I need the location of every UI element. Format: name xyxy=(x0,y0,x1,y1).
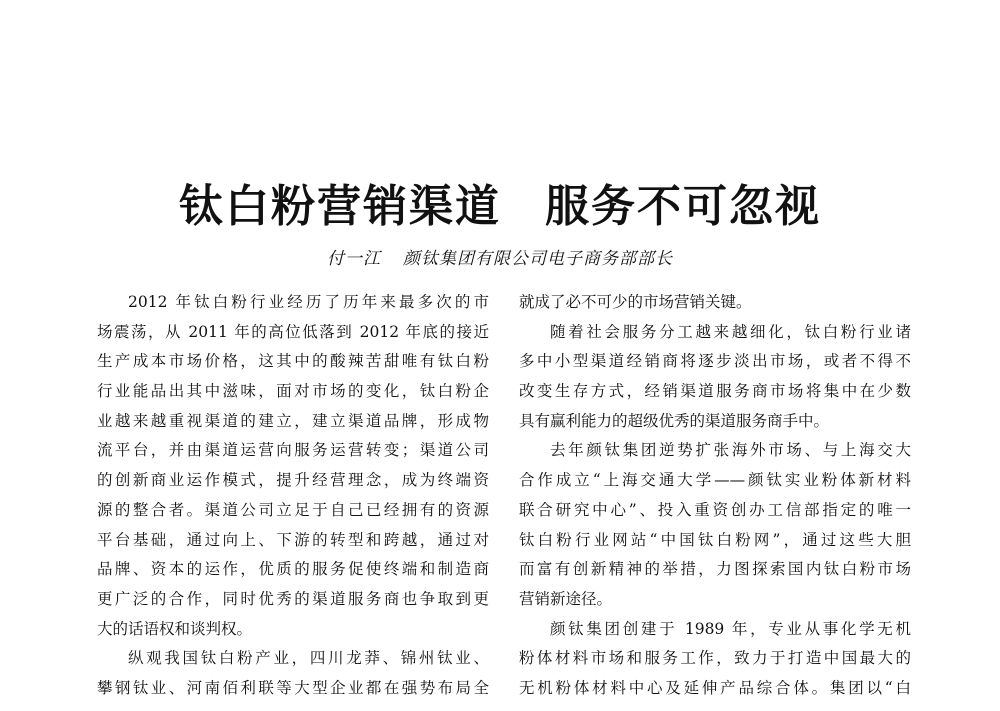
left-column xyxy=(97,288,489,704)
paragraph-line: 营销新途径。 xyxy=(519,589,613,608)
paragraph-line: 随着社会服务分工越来越细化，钛白粉行业诸 xyxy=(550,322,911,341)
title-part-1: 钛白粉营销渠道 xyxy=(179,181,501,232)
paragraph-line: 改变生存方式，经销渠道服务商市场将集中在少数 xyxy=(519,382,911,401)
paragraph-line: 更广泛的合作，同时优秀的渠道服务商也争取到更 xyxy=(97,589,489,608)
paragraph-line: 而富有创新精神的举措，力图探索国内钛白粉市场 xyxy=(519,560,911,579)
paragraph-line: 多中小型渠道经销商将逐步淡出市场，或者不得不 xyxy=(519,352,911,371)
paragraph-line: 场震荡，从 2011 年的高位低落到 2012 年底的接近 xyxy=(97,322,489,341)
paragraph-line: 2012 年钛白粉行业经历了历年来最多次的市 xyxy=(128,293,489,311)
author-affiliation: 颜钛集团有限公司电子商务部部长 xyxy=(403,249,673,269)
paragraph-line: 业越来越重视渠道的建立，建立渠道品牌，形成物 xyxy=(97,411,489,430)
paragraph-line: 纵观我国钛白粉产业，四川龙莽、锦州钛业、 xyxy=(128,649,489,668)
author-name: 付一江 xyxy=(327,249,381,269)
paragraph-line: 大的话语权和谈判权。 xyxy=(97,619,253,638)
paragraph-line: 联合研究中心”、投入重资创办工信部指定的唯一 xyxy=(519,500,911,519)
paragraph-line: 攀钢钛业、河南佰利联等大型企业都在强势布局全 xyxy=(97,678,489,697)
paragraph-line: 源的整合者。渠道公司立足于自己已经拥有的资源 xyxy=(97,500,489,519)
paragraph-line: 无机粉体材料中心及延伸产品综合体。集团以“白 xyxy=(519,678,911,697)
paragraph-line: 流平台，并由渠道运营向服务运营转变；渠道公司 xyxy=(97,441,489,460)
article-byline xyxy=(0,244,1000,269)
paragraph-line: 的创新商业运作模式，提升经营理念，成为终端资 xyxy=(97,471,489,490)
paragraph-line: 生产成本市场价格，这其中的酸辣苦甜唯有钛白粉 xyxy=(97,352,489,371)
paragraph-line: 行业能品出其中滋味，面对市场的变化，钛白粉企 xyxy=(97,382,489,401)
paragraph-line: 颜钛集团创建于 1989 年，专业从事化学无机 xyxy=(550,619,911,638)
paragraph-line: 具有赢利能力的超级优秀的渠道服务商手中。 xyxy=(519,411,830,430)
paragraph-line: 平台基础，通过向上、下游的转型和跨越，通过对 xyxy=(97,530,489,549)
paragraph-line: 就成了必不可少的市场营销关键。 xyxy=(519,293,752,311)
paragraph-line: 合作成立“上海交通大学——颜钛实业粉体新材料 xyxy=(519,471,911,490)
title-part-2: 服务不可忽视 xyxy=(545,181,821,232)
article-title xyxy=(0,170,1000,234)
paragraph-line: 粉体材料市场和服务工作，致力于打造中国最大的 xyxy=(519,649,911,668)
paragraph-line: 去年颜钛集团逆势扩张海外市场、与上海交大 xyxy=(550,441,911,460)
paragraph-line: 品牌、资本的运作，优质的服务促使终端和制造商 xyxy=(97,560,489,579)
right-column xyxy=(519,288,911,704)
paragraph-line: 钛白粉行业网站“中国钛白粉网”，通过这些大胆 xyxy=(519,530,911,549)
